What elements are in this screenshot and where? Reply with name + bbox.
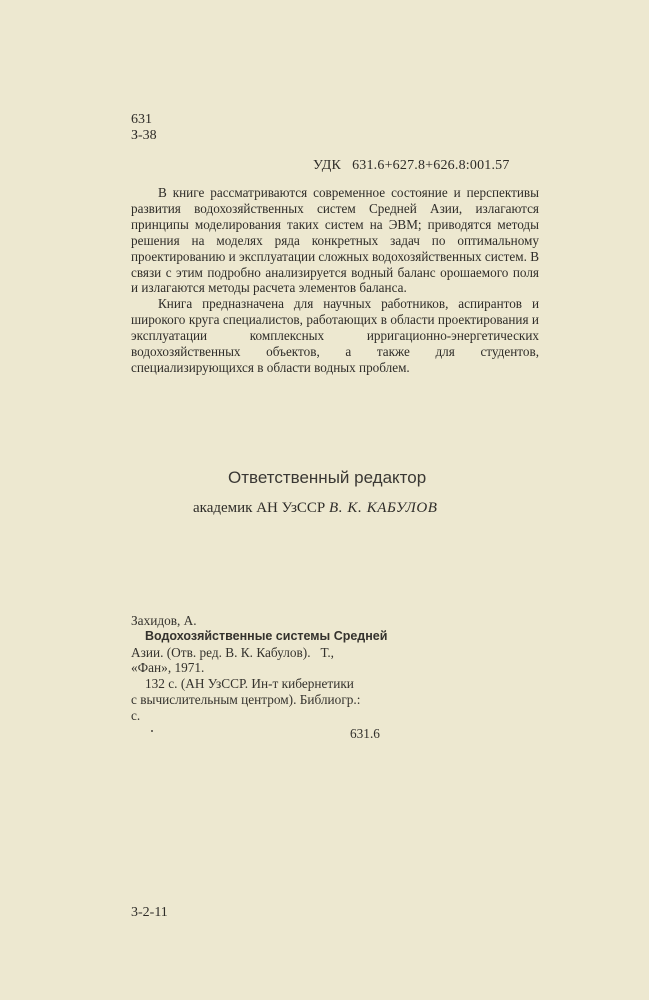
card-description-continued: с вычислительным центром). Библиогр.: xyxy=(131,691,361,707)
card-author: Захидов, А. xyxy=(131,613,197,628)
card-description-end: с. xyxy=(131,707,141,723)
author-mark: З-38 xyxy=(131,128,157,143)
abstract-paragraph: В книге рассматриваются современное состояние и перспективы развития водохозяйственных систем Средней Азии, излагаются принципы моделирования таких систем на ЭВМ; приводятся методы решения на моделях ряда конкретных задач по оптимальному проектированию и эксплуатации сложных водохозяйственных систем. В связи с этим подробно анализируется водный баланс орошаемого поля и излагаются методы расчета элементов баланса. xyxy=(131,185,539,296)
library-classification xyxy=(131,112,157,144)
abstract xyxy=(131,185,539,376)
card-title-continued: Азии. (Отв. ред. В. К. Кабулов). Т., xyxy=(131,644,334,660)
udk-index: УДК 631.6+627.8+626.8:001.57 xyxy=(313,158,510,173)
print-dot xyxy=(151,730,153,732)
card-title: Водохозяйственные системы Средней xyxy=(145,628,388,643)
card-description: 132 с. (АН УзССР. Ин-т кибернетики xyxy=(145,676,354,692)
classification-code: 631 xyxy=(131,112,152,127)
catalog-card xyxy=(131,613,421,741)
card-publisher: «Фан», 1971. xyxy=(131,660,205,676)
card-index: 631.6 xyxy=(350,725,380,741)
footer-code: 3-2-11 xyxy=(131,905,168,920)
editor-heading: Ответственный редактор xyxy=(228,468,427,487)
editor-name: В. К. КАБУЛОВ xyxy=(328,500,438,516)
editor-affiliation: академик АН УзССР xyxy=(193,500,329,516)
editor-credit xyxy=(193,499,438,517)
abstract-paragraph: Книга предназначена для научных работников, аспирантов и широкого круга специалистов, работающих в области проектирования и эксплуатации комплексных ирригационно-энергетических водохозяйственных объектов, а также для студентов, специализирующихся в области водных проблем. xyxy=(131,296,539,375)
